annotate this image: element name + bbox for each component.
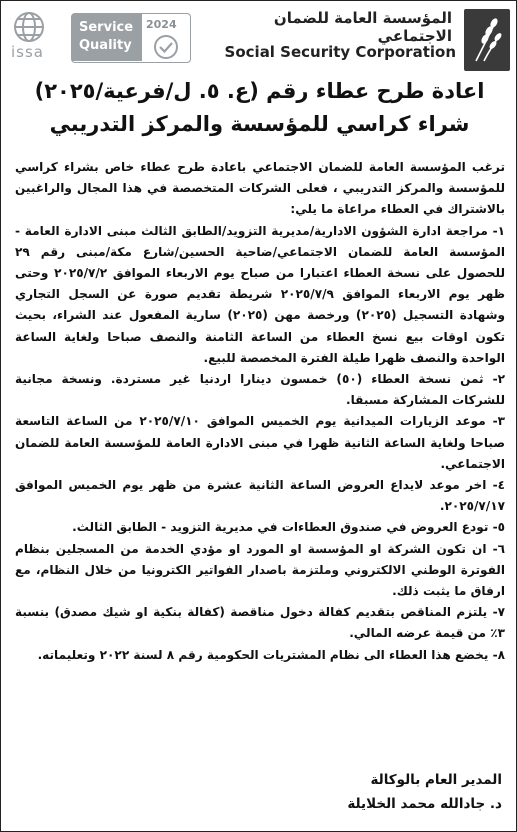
tender-number-title: اعادة طرح عطاء رقم (ع. ٥. ل/فرعية/٢٠٢٥) xyxy=(34,79,485,103)
list-item: ٧- يلتزم المناقص بتقديم كفالة دخول مناقصة (كفالة بنكية او شيك مصدق) بنسبة ٣٪ من قيمة عرضه المالي. xyxy=(15,605,505,641)
list-item: ٦- ان تكون الشركة او المؤسسة او المورد او مؤدي الخدمة من المسجلين بنظام الفوترة الوطني الالكتروني وملتزمة باصدار الفواتير الكترونيا من خلال النظام، مع ارفاق ما يثبت ذلك. xyxy=(15,541,505,599)
intro-paragraph: ترغب المؤسسة العامة للضمان الاجتماعي باعادة طرح عطاء خاص بشراء كراسي للمؤسسة والمركز التدريبي ، فعلى الشركات المتخصصة في هذا المجال والراغبين بالاشتراك في العطاء مراعاة ما يلي: xyxy=(15,160,505,217)
badge-line2: Quality xyxy=(79,38,132,53)
list-item: ١- مراجعة ادارة الشؤون الادارية/مديرية التزويد/الطابق الثالث مبنى الادارة العامة - المؤسسة العامة للضمان الاجتماعي/ضاحية الحسين/شارع مكة/مبنى رقم ٢٩ للحصول على نسخة العطاء اعتبارا من صباح يوم الاربعاء الموافق ٢٠٢٥/٧/٢ وحتى ظهر يوم الاربعاء الموافق ٢٠٢٥/٧/٩ شريطة تقديم صورة عن السجل التجاري وشهادة التسجيل (٢٠٢٥) ورخصة مهن (٢٠٢٥) سارية المفعول عند الشراء، بحيث تكون اوقات بيع نسخ العطاء من الساعة الثامنة والنصف صباحا ولغاية الساعة الواحدة والنصف ظهرا طيلة الفترة المخصصة للبيع. xyxy=(15,223,505,365)
issa-label: issa xyxy=(11,43,44,61)
header xyxy=(1,1,517,79)
list-item: ٤- اخر موعد لايداع العروض الساعة الثانية عشرة من ظهر يوم الخميس الموافق ٢٠٢٥/٧/١٧. xyxy=(15,478,505,514)
list-item: ٢- ثمن نسخة العطاء (٥٠) خمسون دينارا اردنيا غير مستردة. ونسخة مجانية للشركات المشاركة مسبقا. xyxy=(15,372,505,408)
list-item: ٥- تودع العروض في صندوق العطاءات في مديرية التزويد - الطابق الثالث. xyxy=(72,520,505,535)
checkmark-seal-icon xyxy=(153,34,179,60)
service-quality-badge xyxy=(71,13,191,63)
signatory-name: د. جادالله محمد الخلايلة xyxy=(347,796,502,812)
org-name-english: Social Security Corporation xyxy=(224,43,456,61)
list-item: ٣- موعد الزيارات الميدانية يوم الخميس الموافق ٢٠٢٥/٧/١٠ من الساعة التاسعة صباحا ولغاية الساعة الثانية ظهرا في مبنى الادارة العامة للمؤسسة العامة للضمان الاجتماعي. xyxy=(15,414,505,471)
ssc-logo xyxy=(464,9,510,71)
wheat-sheaf-icon xyxy=(464,9,510,71)
badge-text xyxy=(72,14,142,61)
list-item: ٨- يخضع هذا العطاء الى نظام المشتريات الحكومية رقم ٨ لسنة ٢٠٢٢ وتعليماته. xyxy=(37,647,505,662)
badge-year: 2024 xyxy=(146,18,177,31)
signature-block xyxy=(202,768,502,816)
announcement-body xyxy=(15,157,505,666)
signatory-position: المدير العام بالوكالة xyxy=(370,772,502,788)
tender-subject-title: شراء كراسي للمؤسسة والمركز التدريبي xyxy=(49,112,470,136)
badge-line1: Service xyxy=(79,20,134,35)
org-name-arabic: المؤسسة العامة للضمان الاجتماعي xyxy=(273,9,452,45)
